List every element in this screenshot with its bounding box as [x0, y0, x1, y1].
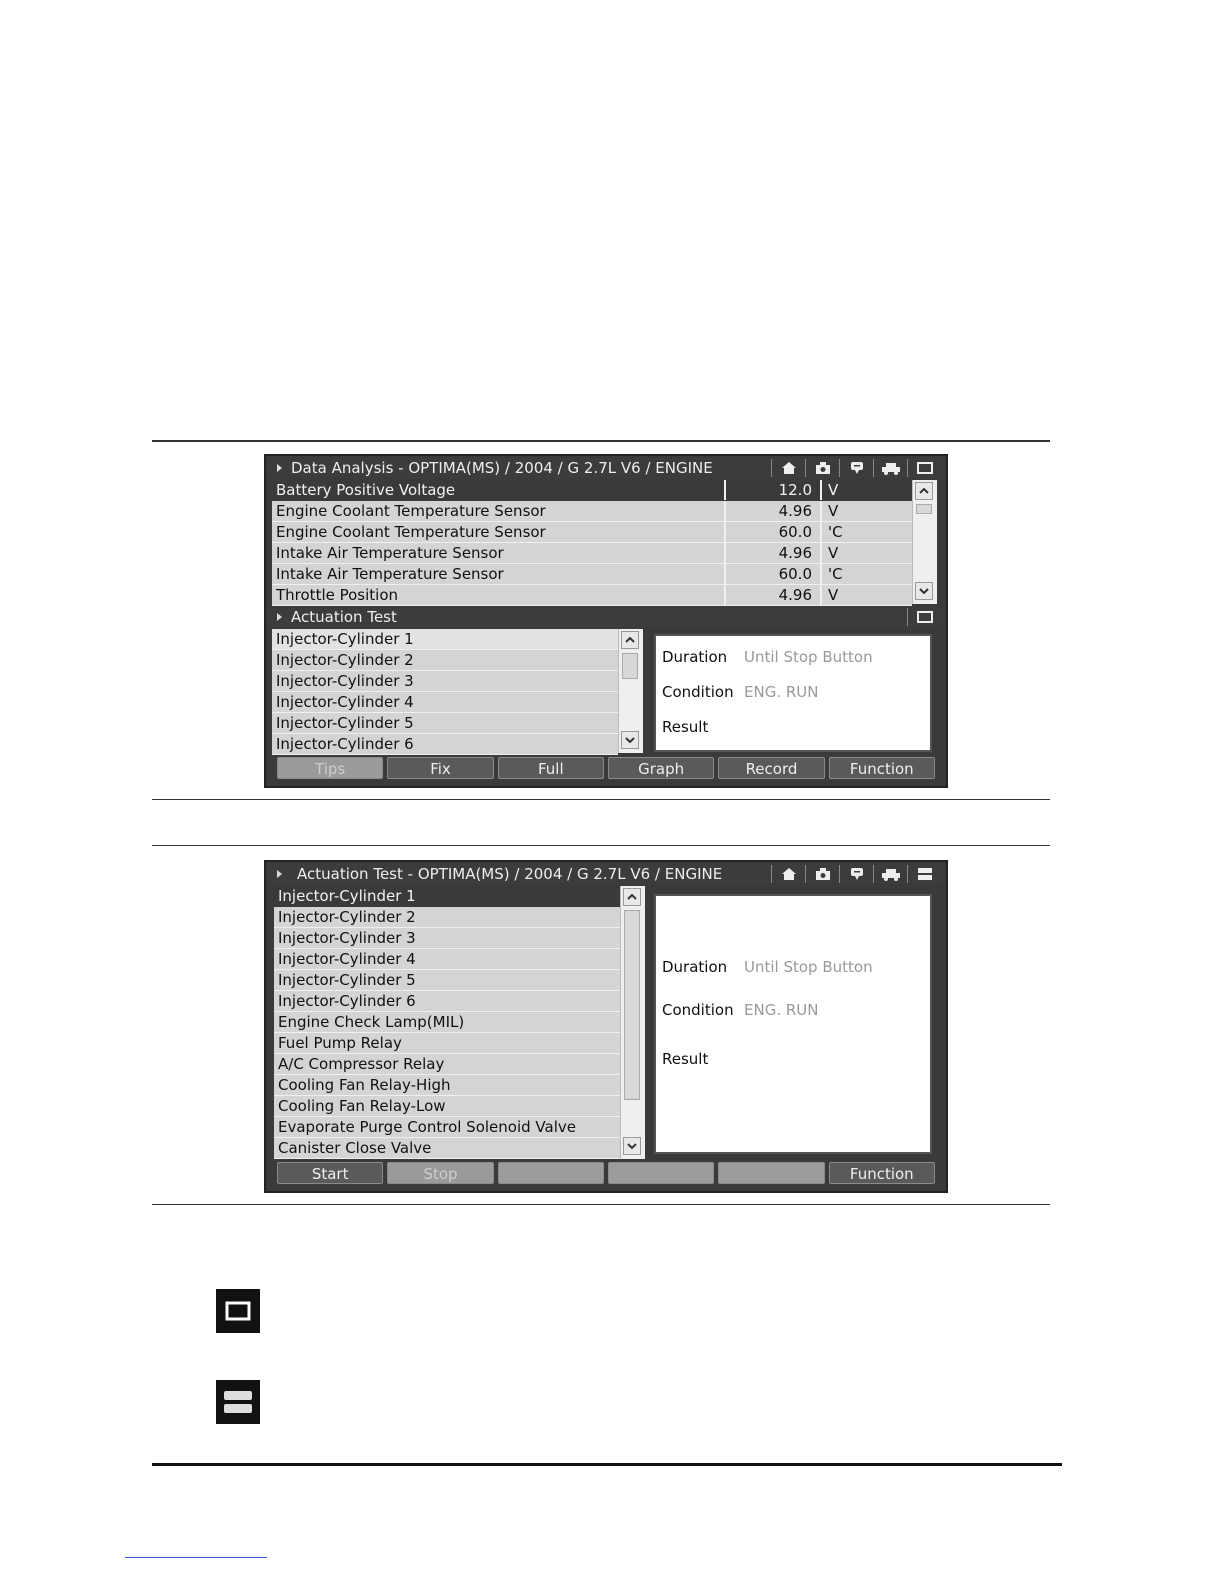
list-item-label: Injector-Cylinder 5: [278, 971, 416, 989]
test-list: [272, 629, 618, 753]
link-underline: [125, 1557, 267, 1558]
data-analysis-screen: [264, 454, 948, 788]
row-unit: V: [820, 585, 910, 605]
row-unit: 'C: [820, 564, 910, 584]
list-item-label: Injector-Cylinder 3: [278, 929, 416, 947]
scroll-up-icon[interactable]: [621, 631, 639, 649]
scroll-down-icon[interactable]: [621, 731, 639, 749]
empty-button[interactable]: [608, 1162, 714, 1184]
list-item[interactable]: [274, 907, 620, 928]
function-button-bar: [269, 757, 943, 781]
top-rule-1: [152, 440, 1050, 442]
list-item-label: Injector-Cylinder 1: [276, 630, 414, 648]
result-label: Result: [662, 1050, 709, 1068]
subtitle-arrow-icon: [277, 613, 282, 621]
test-list-scrollbar[interactable]: [618, 629, 643, 753]
list-item-label: Cooling Fan Relay-Low: [278, 1097, 446, 1115]
list-item-label: Injector-Cylinder 2: [278, 908, 416, 926]
condition-label: Condition: [662, 1001, 734, 1019]
list-item[interactable]: [274, 1033, 620, 1054]
duration-label: Duration: [662, 648, 728, 666]
function-button[interactable]: Function: [829, 1162, 935, 1184]
condition-value: ENG. RUN: [744, 1001, 819, 1019]
row-unit: V: [820, 501, 910, 521]
list-item[interactable]: [272, 650, 618, 671]
bottom-rule-1: [152, 799, 1050, 800]
table-row[interactable]: [272, 564, 912, 585]
start-button[interactable]: Start: [277, 1162, 383, 1184]
row-value: 60.0: [724, 564, 818, 584]
window-icon[interactable]: [907, 608, 941, 626]
list-item[interactable]: [274, 991, 620, 1012]
actuation-test-screen: [264, 860, 948, 1193]
list-item[interactable]: [272, 671, 618, 692]
list-item[interactable]: [274, 1012, 620, 1033]
record-button[interactable]: Record: [718, 757, 824, 779]
table-row[interactable]: [272, 543, 912, 564]
help-icon[interactable]: [839, 865, 873, 883]
condition-label: Condition: [662, 683, 734, 701]
row-value: 12.0: [724, 480, 818, 500]
table-row[interactable]: [272, 522, 912, 543]
window-icon[interactable]: [907, 459, 941, 477]
list-item[interactable]: [272, 713, 618, 734]
graph-button[interactable]: Graph: [608, 757, 714, 779]
list-item[interactable]: [272, 692, 618, 713]
empty-button[interactable]: [498, 1162, 604, 1184]
list-item-label: Injector-Cylinder 2: [276, 651, 414, 669]
scroll-thumb[interactable]: [622, 653, 638, 679]
function-button-bar: [269, 1162, 943, 1186]
actuation-test-bar: [269, 607, 943, 627]
list-item-label: A/C Compressor Relay: [278, 1055, 445, 1073]
list-item-label: Injector-Cylinder 6: [278, 992, 416, 1010]
table-row[interactable]: [272, 585, 912, 606]
list-item[interactable]: [274, 1075, 620, 1096]
title-arrow-icon: [277, 870, 282, 878]
list-item-label: Fuel Pump Relay: [278, 1034, 402, 1052]
split-window-icon[interactable]: [907, 865, 941, 883]
empty-button[interactable]: [718, 1162, 824, 1184]
list-item-label: Evaporate Purge Control Solenoid Valve: [278, 1118, 576, 1136]
duration-value: Until Stop Button: [744, 648, 873, 666]
vehicle-icon[interactable]: [873, 459, 907, 477]
test-list: [274, 886, 620, 1159]
list-item-label: Injector-Cylinder 4: [276, 693, 414, 711]
fix-button[interactable]: Fix: [387, 757, 493, 779]
list-item-label: Canister Close Valve: [278, 1139, 432, 1157]
title-bar: [269, 458, 943, 478]
scroll-thumb[interactable]: [916, 504, 932, 514]
window-title: Data Analysis - OPTIMA(MS) / 2004 / G 2.7L V6 / ENGINE: [291, 459, 713, 477]
row-name: Throttle Position: [276, 586, 399, 604]
list-item[interactable]: [274, 1096, 620, 1117]
duration-label: Duration: [662, 958, 728, 976]
row-name: Engine Coolant Temperature Sensor: [276, 502, 546, 520]
title-bar: [269, 864, 943, 884]
stop-button[interactable]: Stop: [387, 1162, 493, 1184]
subtitle: Actuation Test: [291, 608, 397, 626]
list-item[interactable]: [274, 949, 620, 970]
row-value: 4.96: [724, 543, 818, 563]
list-item-label: Cooling Fan Relay-High: [278, 1076, 451, 1094]
tips-button[interactable]: Tips: [277, 757, 383, 779]
camera-icon[interactable]: [805, 459, 839, 477]
list-item-label: Engine Check Lamp(MIL): [278, 1013, 465, 1031]
home-icon[interactable]: [771, 459, 805, 477]
function-button[interactable]: Function: [829, 757, 935, 779]
row-name: Intake Air Temperature Sensor: [276, 565, 504, 583]
list-item[interactable]: [274, 970, 620, 991]
list-item[interactable]: [274, 928, 620, 949]
scroll-up-icon[interactable]: [915, 482, 933, 500]
row-name: Intake Air Temperature Sensor: [276, 544, 504, 562]
split-window-icon: [216, 1380, 260, 1424]
scroll-down-icon[interactable]: [915, 582, 933, 600]
camera-icon[interactable]: [805, 865, 839, 883]
list-item[interactable]: [274, 1117, 620, 1138]
full-screen-window-icon: [216, 1289, 260, 1333]
row-unit: V: [820, 543, 910, 563]
list-item-label: Injector-Cylinder 4: [278, 950, 416, 968]
footer-rule: [152, 1463, 1062, 1466]
top-rule-2: [152, 845, 1050, 846]
list-item[interactable]: [272, 734, 618, 755]
list-item[interactable]: [274, 1138, 620, 1159]
test-list-scrollbar[interactable]: [620, 886, 645, 1159]
list-item[interactable]: [274, 886, 620, 907]
vehicle-icon[interactable]: [873, 865, 907, 883]
list-item[interactable]: [272, 629, 618, 650]
data-scrollbar[interactable]: [912, 480, 937, 604]
list-item-label: Injector-Cylinder 3: [276, 672, 414, 690]
result-label: Result: [662, 718, 709, 736]
row-value: 4.96: [724, 501, 818, 521]
row-unit: 'C: [820, 522, 910, 542]
data-grid: [272, 480, 912, 604]
row-name: Battery Positive Voltage: [276, 481, 456, 499]
row-value: 4.96: [724, 585, 818, 605]
scroll-up-icon[interactable]: [623, 888, 641, 906]
duration-value: Until Stop Button: [744, 958, 873, 976]
table-row[interactable]: [272, 501, 912, 522]
row-name: Engine Coolant Temperature Sensor: [276, 523, 546, 541]
help-icon[interactable]: [839, 459, 873, 477]
list-item-label: Injector-Cylinder 1: [278, 887, 416, 905]
home-icon[interactable]: [771, 865, 805, 883]
row-unit: V: [820, 480, 910, 500]
scroll-down-icon[interactable]: [623, 1137, 641, 1155]
list-item-label: Injector-Cylinder 6: [276, 735, 414, 753]
test-info-panel: [654, 634, 932, 752]
list-item-label: Injector-Cylinder 5: [276, 714, 414, 732]
table-row[interactable]: [272, 480, 912, 501]
test-info-panel: [654, 894, 932, 1154]
list-item[interactable]: [274, 1054, 620, 1075]
row-value: 60.0: [724, 522, 818, 542]
title-arrow-icon: [277, 464, 282, 472]
scroll-thumb[interactable]: [624, 910, 640, 1100]
condition-value: ENG. RUN: [744, 683, 819, 701]
window-title: Actuation Test - OPTIMA(MS) / 2004 / G 2.7L V6 / ENGINE: [297, 865, 723, 883]
bottom-rule-2: [152, 1204, 1050, 1205]
full-button[interactable]: Full: [498, 757, 604, 779]
